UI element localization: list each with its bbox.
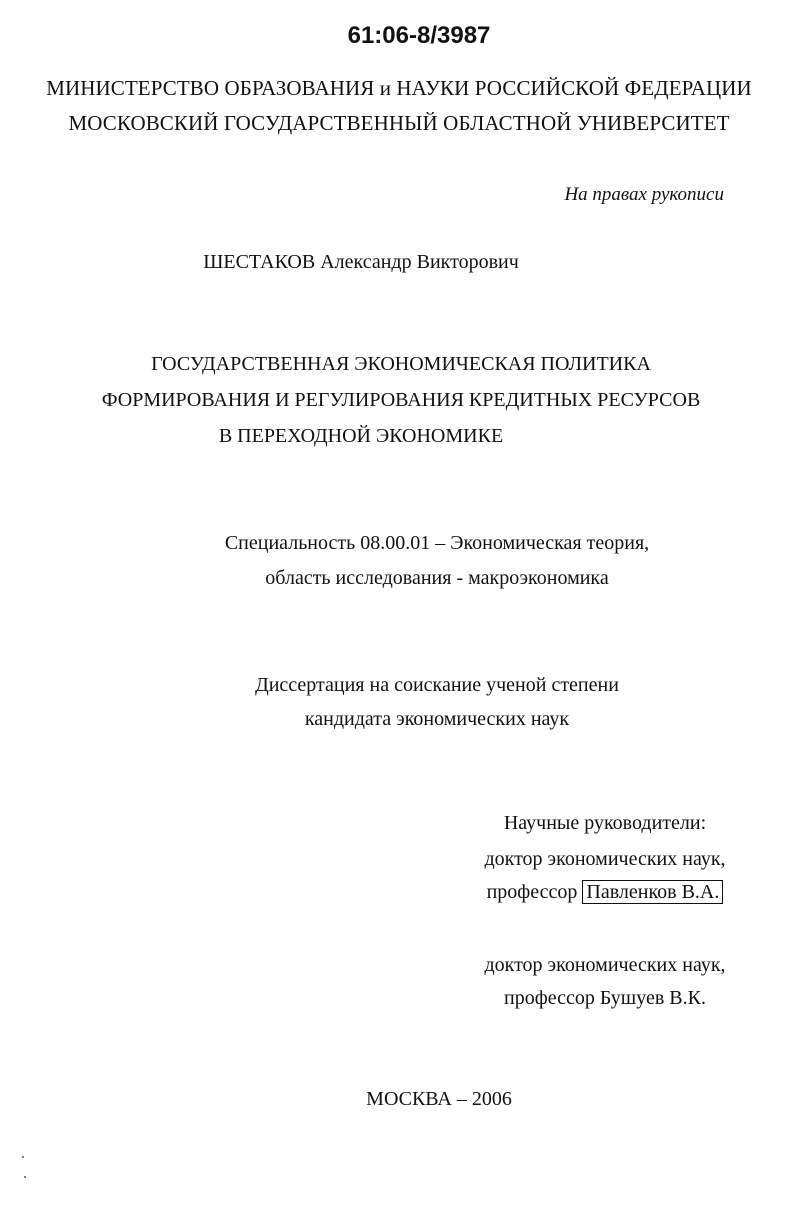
degree-line-2: кандидата экономических наук xyxy=(304,708,570,730)
supervisor-1-line xyxy=(440,881,770,904)
supervisor-2-line: профессор Бушуев В.К. xyxy=(504,987,706,1009)
title-line-1: ГОСУДАРСТВЕННАЯ ЭКОНОМИЧЕСКАЯ ПОЛИТИКА xyxy=(151,353,651,375)
supervisor-1-rank: профессор xyxy=(486,881,578,903)
title-line-2: ФОРМИРОВАНИЯ И РЕГУЛИРОВАНИЯ КРЕДИТНЫХ РЕСУРСОВ xyxy=(101,389,701,411)
author-name: ШЕСТАКОВ Александр Викторович xyxy=(203,251,519,273)
catalog-stamp: 61:06-8/3987 xyxy=(347,22,491,49)
specialty-line-2: область исследования - макроэкономика xyxy=(265,567,609,589)
university-heading: МОСКОВСКИЙ ГОСУДАРСТВЕННЫЙ ОБЛАСТНОЙ УНИВЕРСИТЕТ xyxy=(68,111,730,135)
degree-line-1: Диссертация на соискание ученой степени xyxy=(255,674,619,696)
supervisors-heading: Научные руководители: xyxy=(503,812,707,834)
city-year: МОСКВА – 2006 xyxy=(366,1088,512,1110)
scan-speck xyxy=(24,1176,26,1178)
supervisor-2-degree: доктор экономических наук, xyxy=(484,954,726,976)
rights-mark: На правах рукописи xyxy=(564,184,724,205)
specialty-line-1: Специальность 08.00.01 – Экономическая теория, xyxy=(224,532,650,554)
title-line-3: В ПЕРЕХОДНОЙ ЭКОНОМИКЕ xyxy=(218,425,504,447)
supervisor-1-degree: доктор экономических наук, xyxy=(484,848,726,870)
scan-speck xyxy=(22,1156,24,1158)
ministry-heading: МИНИСТЕРСТВО ОБРАЗОВАНИЯ и НАУКИ РОССИЙСКОЙ ФЕДЕРАЦИИ xyxy=(46,76,752,100)
supervisor-1-name: Павленков В.А. xyxy=(582,880,723,904)
